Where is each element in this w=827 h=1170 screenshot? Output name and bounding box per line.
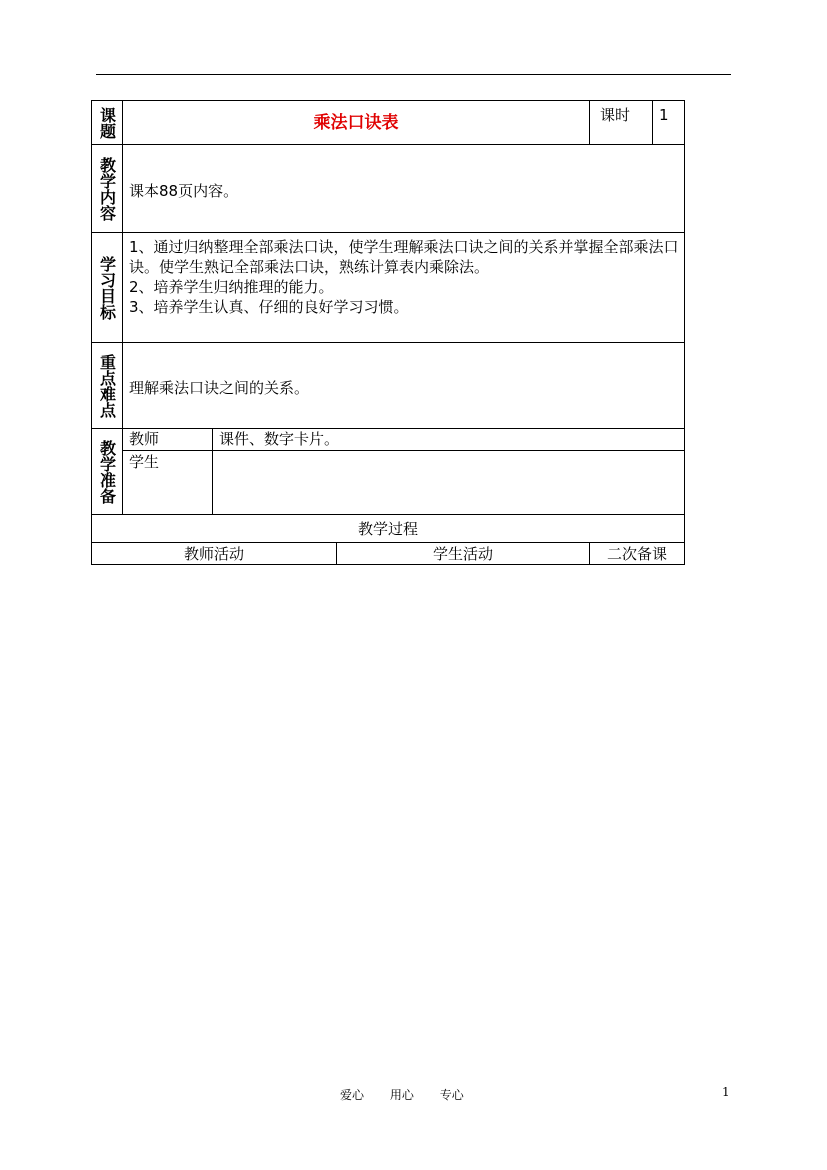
column-student-activity xyxy=(337,543,590,565)
content-label-cell xyxy=(92,145,123,233)
goals-row xyxy=(92,233,685,343)
prep-student-label: 学生 xyxy=(123,451,213,515)
content-text: 课本88页内容。 xyxy=(123,145,685,233)
prep-teacher-label: 教师 xyxy=(123,429,213,451)
topic-row xyxy=(92,101,685,145)
process-row xyxy=(92,515,685,543)
process-columns-row xyxy=(92,543,685,565)
column-second-prep: 二次备课 xyxy=(590,543,685,565)
footer-motto: 爱心 xyxy=(340,1088,365,1102)
goals-label: 学习目标 xyxy=(97,255,117,320)
prep-label-cell xyxy=(92,429,123,515)
topic-label: 课题 xyxy=(97,106,117,139)
prep-teacher-row xyxy=(92,429,685,451)
prep-label: 教学准备 xyxy=(97,439,117,504)
goal-item: 2、培养学生归纳推理的能力。 xyxy=(129,278,334,296)
header-rule xyxy=(96,74,731,75)
footer-motto: 用心 xyxy=(389,1088,414,1102)
process-heading: 教学过程 xyxy=(92,515,685,543)
key-points-label-cell xyxy=(92,343,123,429)
period-value: 1 xyxy=(653,101,685,145)
key-points-text: 理解乘法口诀之间的关系。 xyxy=(123,343,685,429)
prep-student-text xyxy=(213,451,685,515)
footer-motto: 专心 xyxy=(439,1088,464,1102)
goal-item: 1、通过归纳整理全部乘法口诀，使学生理解乘法口诀之间的关系并掌握全部乘法口诀。使学生熟记全部乘法口诀，熟练计算表内乘除法。 xyxy=(129,238,679,276)
page-number: 1 xyxy=(722,1085,730,1099)
column-teacher-activity: 教师活动 xyxy=(92,543,337,565)
goals-text xyxy=(123,233,685,343)
lesson-plan-table xyxy=(91,100,685,565)
prep-teacher-text: 课件、数字卡片。 xyxy=(213,429,685,451)
goal-item: 3、培养学生认真、仔细的良好学习习惯。 xyxy=(129,298,409,316)
topic-label-cell xyxy=(92,101,123,145)
key-points-row xyxy=(92,343,685,429)
prep-student-row xyxy=(92,451,685,515)
key-points-label: 重点难点 xyxy=(97,353,117,418)
content-row xyxy=(92,145,685,233)
goals-label-cell xyxy=(92,233,123,343)
lesson-title: 乘法口诀表 xyxy=(123,101,590,145)
content-label: 教学内容 xyxy=(97,156,117,221)
column-student-activity-text: 学生活动 xyxy=(433,544,494,563)
footer-mottos xyxy=(340,1086,486,1103)
period-label: 课时 xyxy=(590,101,653,145)
